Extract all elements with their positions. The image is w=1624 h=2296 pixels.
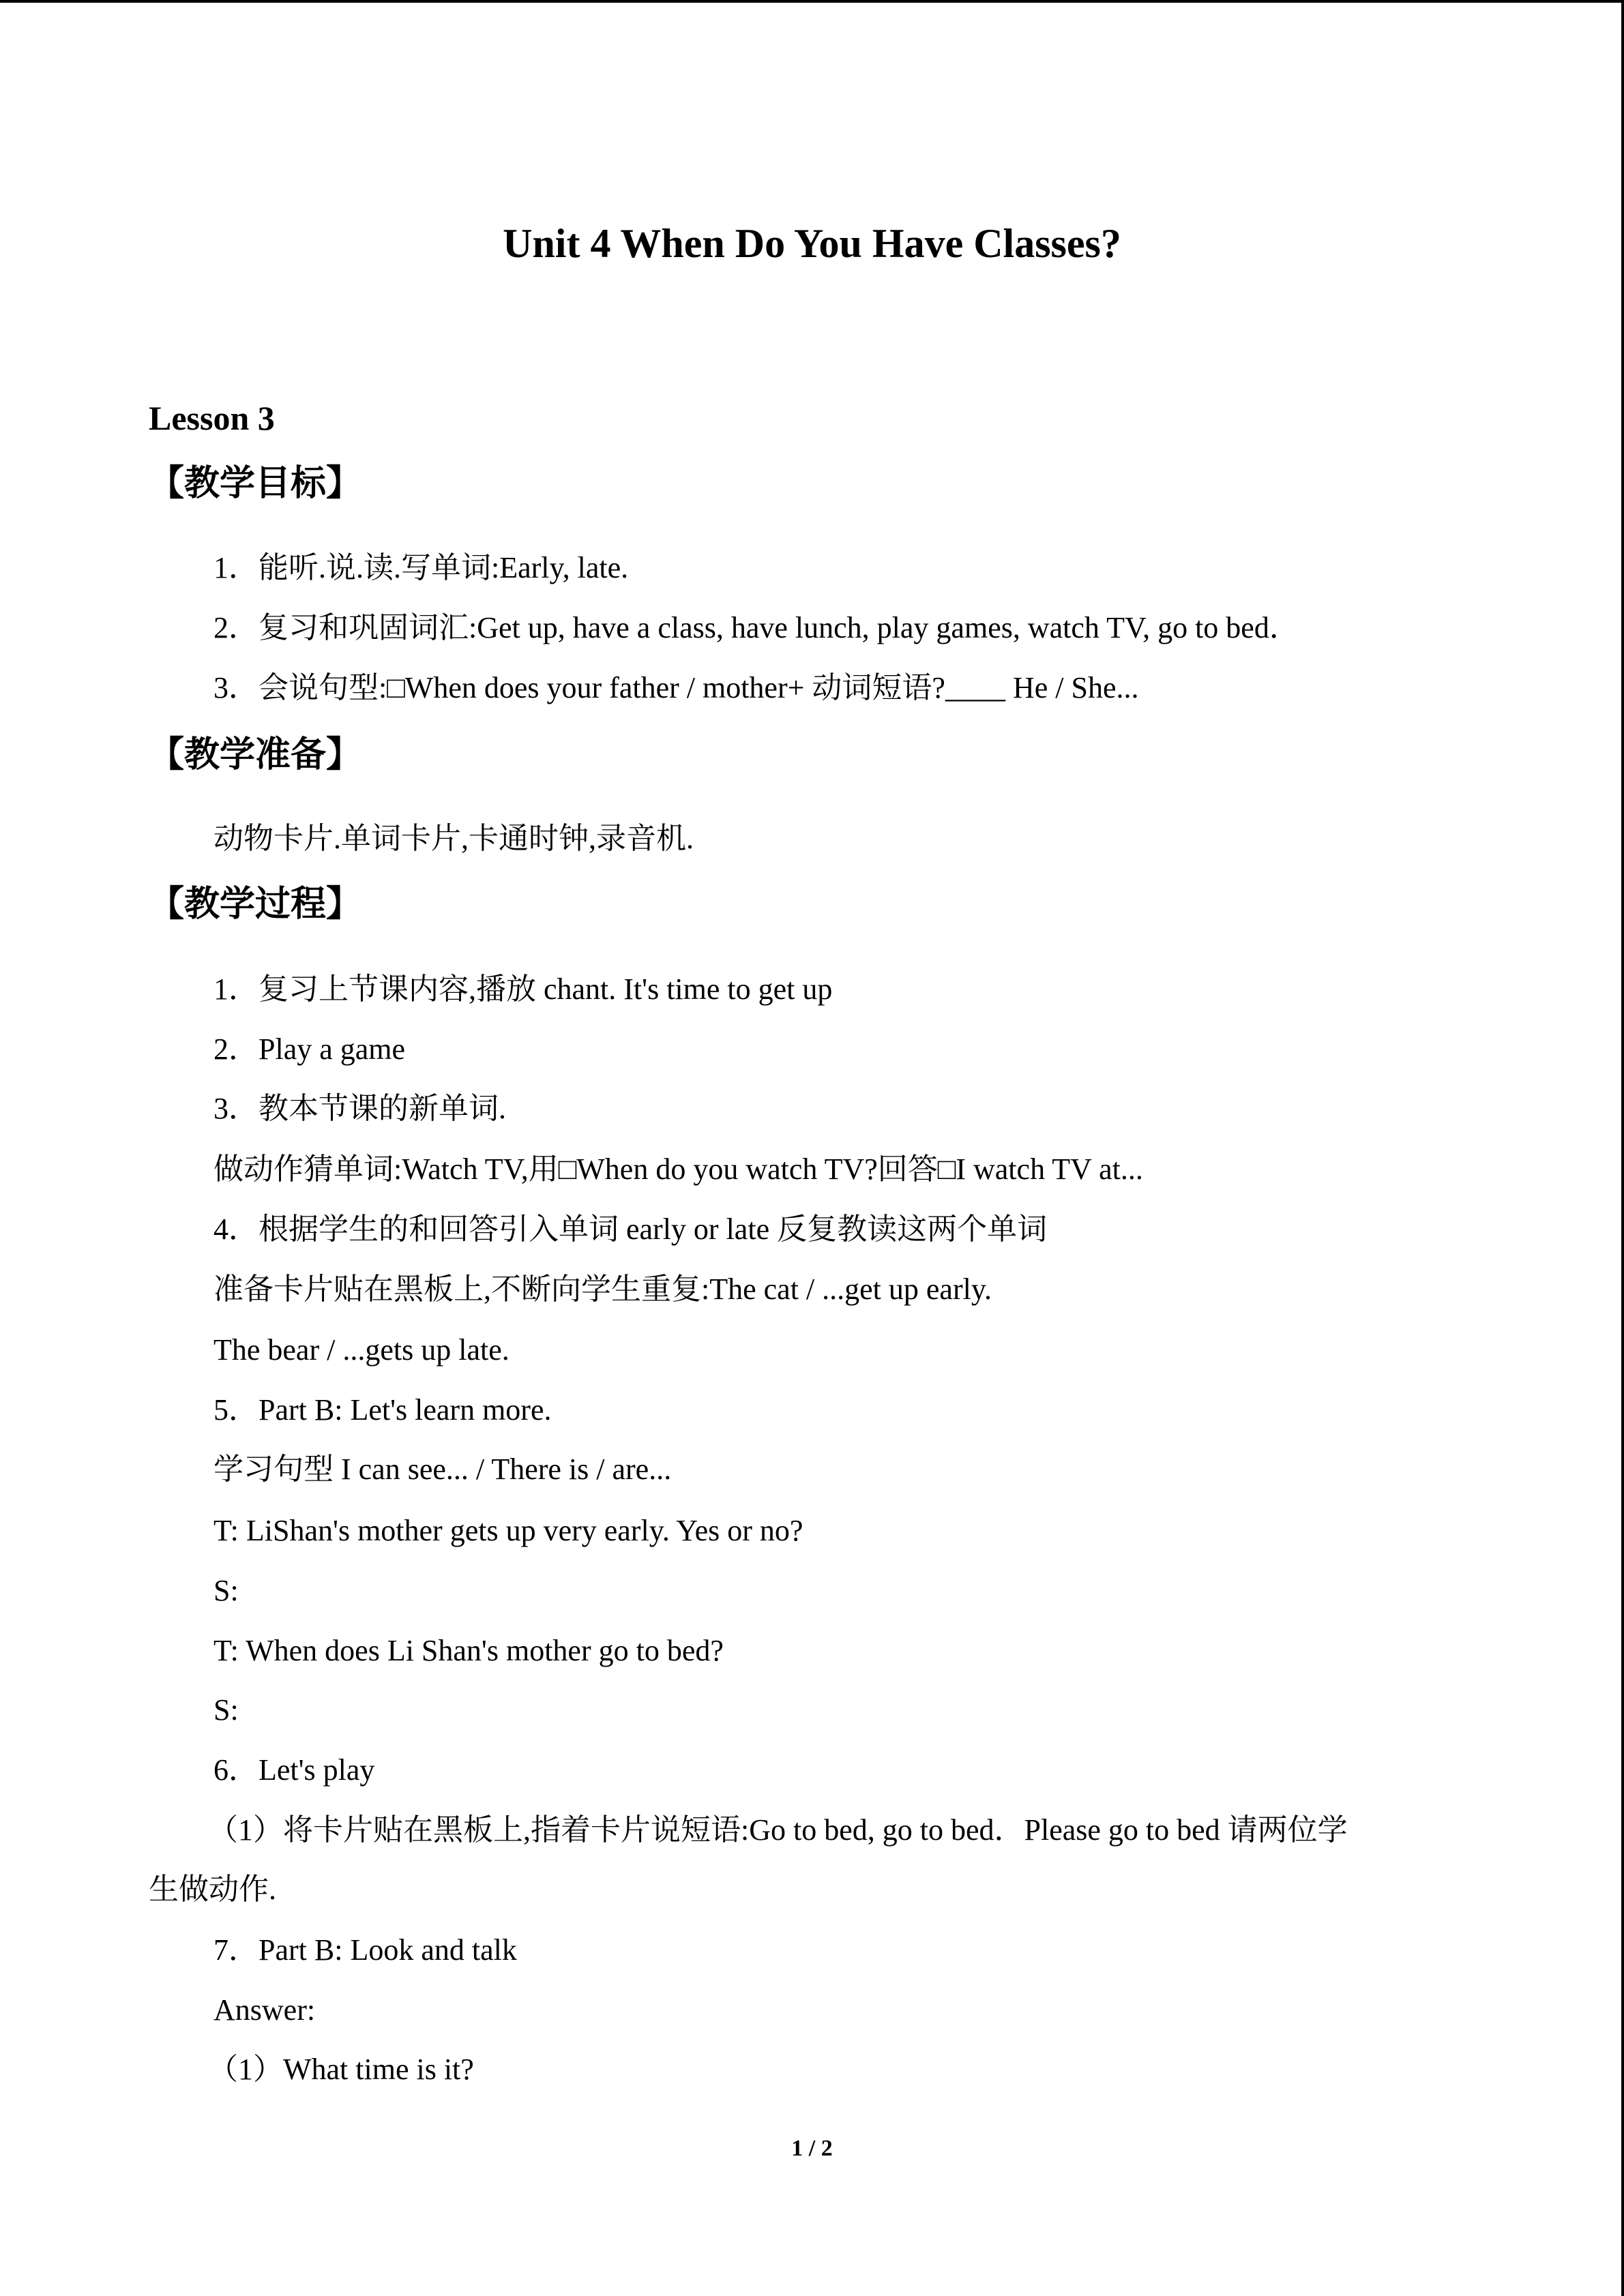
process-item-7: The bear / ...gets up late. <box>213 1333 510 1367</box>
process-item-16: 生做动作. <box>149 1873 276 1906</box>
page-number: 1 / 2 <box>791 2136 833 2161</box>
process-item-13: S: <box>213 1693 239 1727</box>
process-item-2: 2．Play a game <box>213 1032 406 1066</box>
process-item-10: T: LiShan's mother gets up very early. Yes or no? <box>213 1514 803 1547</box>
lesson-heading: Lesson 3 <box>149 399 275 437</box>
process-item-4: 做动作猜单词:Watch TV,用□When do you watch TV?回答□I watch TV at... <box>213 1152 1143 1186</box>
process-item-18: Answer: <box>213 1993 316 2027</box>
objective-item-3: 3．会说句型:□When does your father / mother+ 动词短语?____ He / She... <box>213 671 1139 704</box>
section-heading-objectives: 【教学目标】 <box>149 463 362 504</box>
process-item-8: 5．Part B: Let's learn more. <box>213 1393 552 1427</box>
process-item-6: 准备卡片贴在黑板上,不断向学生重复:The cat / ...get up early. <box>213 1272 992 1306</box>
objective-item-2: 2．复习和巩固词汇:Get up, have a class, have lunch, play games, watch TV, go to bed． <box>213 611 1299 644</box>
objective-item-1: 1．能听.说.读.写单词:Early, late. <box>213 551 629 584</box>
section-heading-preparation: 【教学准备】 <box>149 734 362 775</box>
process-item-9: 学习句型 I can see... / There is / are... <box>213 1452 672 1486</box>
process-item-14: 6．Let's play <box>213 1753 375 1787</box>
process-item-11: S: <box>213 1574 239 1607</box>
process-item-15: （1）将卡片贴在黑板上,指着卡片说短语:Go to bed, go to bed．Please go to bed 请两位学 <box>208 1813 1348 1847</box>
process-item-19: （1）What time is it? <box>208 2053 474 2086</box>
process-item-5: 4．根据学生的和回答引入单词 early or late 反复教读这两个单词 <box>213 1212 1048 1246</box>
preparation-item-1: 动物卡片.单词卡片,卡通时钟,录音机. <box>213 822 694 855</box>
section-heading-process: 【教学过程】 <box>149 884 362 925</box>
process-item-1: 1．复习上节课内容,播放 chant. It's time to get up <box>213 972 833 1006</box>
document-title: Unit 4 When Do You Have Classes? <box>503 221 1121 266</box>
process-item-17: 7．Part B: Look and talk <box>213 1933 517 1967</box>
process-item-12: T: When does Li Shan's mother go to bed? <box>213 1634 724 1667</box>
process-item-3: 3．教本节课的新单词. <box>213 1092 506 1125</box>
